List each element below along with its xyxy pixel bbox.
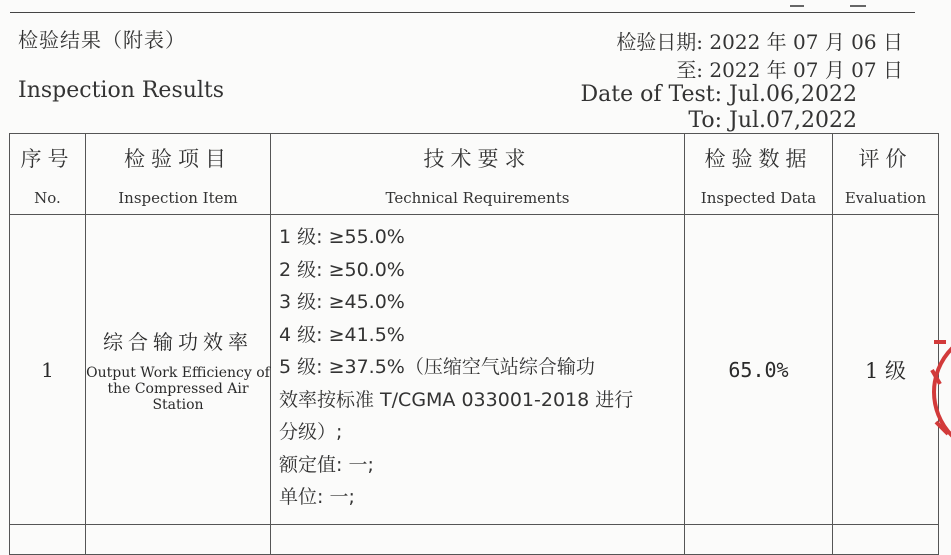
- header-row-en: [10, 182, 939, 215]
- top-rule: [10, 12, 915, 13]
- col-header-item-en: Inspection Item: [86, 182, 271, 215]
- col-header-no-cn: 序号: [10, 134, 86, 183]
- table-row-next: [10, 525, 939, 555]
- requirement-line: 效率按标准 T/CGMA 033001-2018 进行: [279, 388, 634, 411]
- requirement-line: 3 级: ≥45.0%: [279, 291, 405, 313]
- seal-mark: [932, 330, 951, 454]
- requirement-line: 5 级: ≥37.5%（压缩空气站综合输功: [279, 356, 595, 378]
- requirement-line: 4 级: ≥41.5%: [279, 323, 405, 346]
- col-header-requirements-cn: 技术要求: [271, 134, 685, 183]
- col-header-item-cn: 检验项目: [86, 134, 271, 183]
- red-seal-stamp: [926, 322, 951, 462]
- table-row: [10, 215, 939, 525]
- col-header-no-en: No.: [10, 182, 86, 215]
- col-header-data-en: Inspected Data: [685, 182, 833, 215]
- requirement-line: 单位: 一;: [279, 486, 355, 508]
- col-header-data-cn: 检验数据: [685, 134, 833, 183]
- requirement-line: 分级）;: [279, 421, 343, 443]
- requirement-line: 1 级: ≥55.0%: [279, 226, 405, 248]
- requirement-line: 额定值: 一;: [279, 453, 374, 476]
- row-number: 1: [10, 215, 86, 525]
- title-english: Inspection Results: [18, 78, 225, 103]
- title-chinese: 检验结果（附表）: [18, 28, 186, 52]
- test-date-to-en: To: Jul.07,2022: [688, 108, 857, 133]
- col-header-evaluation-en: Evaluation: [833, 182, 939, 215]
- col-header-evaluation-cn: 评价: [833, 134, 939, 183]
- inspection-item-cn: 综合输功效率: [103, 330, 253, 354]
- test-date-from-en: Date of Test: Jul.06,2022: [580, 82, 857, 107]
- inspection-item-cell: [86, 215, 271, 525]
- header-row-cn: [10, 134, 939, 183]
- inspected-data: 65.0%: [685, 215, 833, 525]
- results-table: [9, 133, 939, 555]
- test-date-to-cn: 至: 2022 年 07 月 07 日: [676, 58, 903, 82]
- technical-requirements-cell: [271, 215, 685, 525]
- col-header-requirements-en: Technical Requirements: [271, 182, 685, 215]
- inspection-item-en: Output Work Efficiency of the Compressed Air Station: [86, 365, 270, 413]
- evaluation-result: 1 级: [833, 215, 939, 525]
- top-mark: [850, 5, 866, 7]
- test-date-from-cn: 检验日期: 2022 年 07 月 06 日: [616, 30, 903, 54]
- top-mark: [790, 5, 804, 7]
- requirement-line: 2 级: ≥50.0%: [279, 258, 405, 281]
